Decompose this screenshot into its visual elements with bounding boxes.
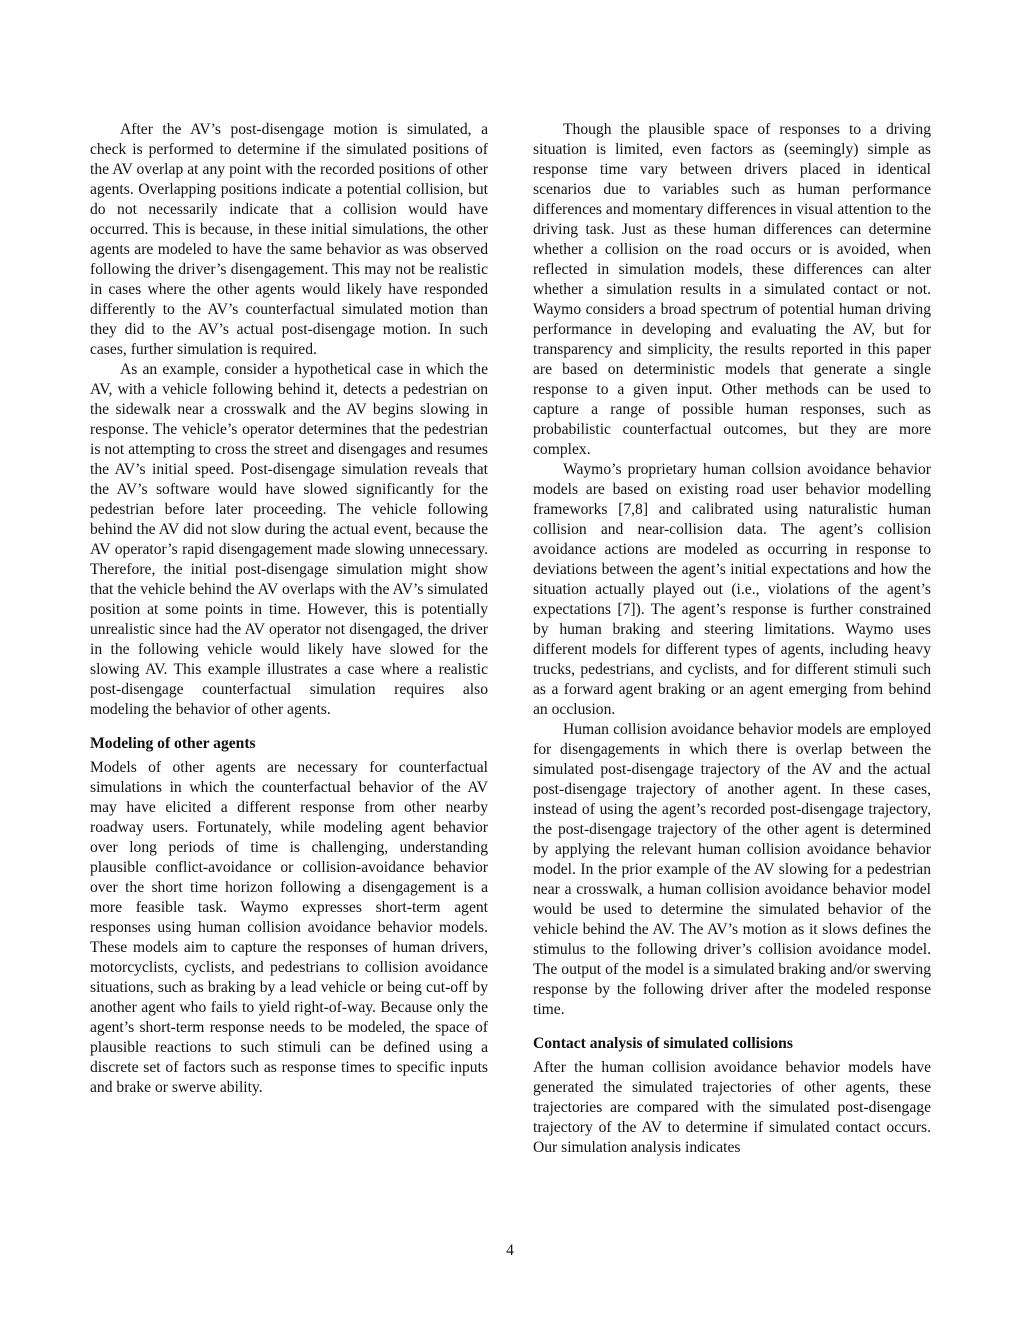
paragraph-response-space: Though the plausible space of responses to a driving situation is limited, even factors as (seemingly) simple as response time vary between drivers placed in identical scenarios due to variables such as human performance differences and momentary differences in visual attention to the driving task. Just as these human differences can determine whether a collision on the road occurs or is avoided, when reflected in simulation models, these differences can alter whether a simulation results in a simulated contact or not. Waymo considers a broad spectrum of potential human driving performance in developing and evaluating the AV, but for transparency and simplicity, the results reported in this paper are based on deterministic models that generate a single response to a given input. Other methods can be used to capture a range of possible human responses, such as probabilistic counterfactual outcomes, but they are more complex.	[533, 121, 931, 458]
heading-contact-analysis: Contact analysis of simulated collisions	[533, 1035, 793, 1052]
paragraph-model-application: Human collision avoidance behavior models are employed for disengagements in which there is overlap between the simulated post-disengage trajectory of the AV and the actual post-disengage trajectory of another agent. In these cases, instead of using the agent’s recorded post-disengage trajectory, the post-disengage trajectory of the other agent is determined by applying the relevant human collision avoidance behavior model. In the prior example of the AV slowing for a pedestrian near a crosswalk, a human collision avoidance behavior model would be used to determine the simulated behavior of the vehicle behind the AV. The AV’s motion as it slows defines the stimulus to the following driver’s collision avoidance model. The output of the model is a simulated braking and/or swerving response by the following driver after the modeled response time.	[533, 721, 931, 1018]
paragraph-proprietary-models: Waymo’s proprietary human collsion avoidance behavior models are based on existing road user behavior modelling frameworks [7,8] and calibrated using naturalistic human collision and near-collision data. The agent’s collision avoidance actions are modeled as occurring in response to deviations between the agent’s initial expectations and how the situation actually played out (i.e., violations of the agent’s expectations [7]). The agent’s response is further constrained by human braking and steering limitations. Waymo uses different models for different types of agents, including heavy trucks, pedestrians, and cyclists, and for different stimuli such as a forward agent braking or an agent emerging from behind an occlusion.	[533, 461, 931, 718]
page-number: 4	[506, 1242, 514, 1259]
heading-modeling-other-agents: Modeling of other agents	[90, 735, 256, 752]
paragraph-agent-models: Models of other agents are necessary for counterfactual simulations in which the counterfactual behavior of the AV may have elicited a different response from other nearby roadway users. Fortunately, while modeling agent behavior over long periods of time is challenging, understanding plausible conflict-avoidance or collision-avoidance behavior over the short time horizon following a disengagement is a more feasible task. Waymo expresses short-term agent responses using human collision avoidance behavior models. These models aim to capture the responses of human drivers, motorcyclists, cyclists, and pedestrians to collision avoidance situations, such as braking by a lead vehicle or being cut-off by another agent who fails to yield right-of-way. Because only the agent’s short-term response needs to be modeled, the space of plausible reactions to such stimuli can be defined using a discrete set of factors such as response times to specific inputs and brake or swerve ability.	[90, 759, 488, 1096]
paragraph-contact-analysis: After the human collision avoidance behavior models have generated the simulated trajectories of other agents, these trajectories are compared with the simulated post-disengage trajectory of the AV to determine if simulated contact occurs. Our simulation analysis indicates	[533, 1059, 931, 1156]
paragraph-hypothetical-example: As an example, consider a hypothetical case in which the AV, with a vehicle following behind it, detects a pedestrian on the sidewalk near a crosswalk and the AV begins slowing in response. The vehicle’s operator determines that the pedestrian is not attempting to cross the street and disengages and resumes the AV’s initial speed. Post-disengage simulation reveals that the AV’s software would have slowed significantly for the pedestrian before later proceeding. The vehicle following behind the AV did not slow during the actual event, because the AV operator’s rapid disengagement made slowing unnecessary. Therefore, the initial post-disengage simulation might show that the vehicle behind the AV overlaps with the AV’s simulated position at some points in time. However, this is potentially unrealistic since had the AV operator not disengaged, the driver in the following vehicle would likely have slowed for the slowing AV. This example illustrates a case where a realistic post-disengage counterfactual simulation requires also modeling the behavior of other agents.	[90, 361, 488, 718]
left-column	[90, 120, 488, 1098]
paragraph-post-disengage-check: After the AV’s post-disengage motion is simulated, a check is performed to determine if the simulated positions of the AV overlap at any point with the recorded positions of other agents. Overlapping positions indicate a potential collision, but do not necessarily indicate that a collision would have occurred. This is because, in these initial simulations, the other agents are modeled to have the same behavior as was observed following the driver’s disengagement. This may not be realistic in cases where the other agents would likely have responded differently to the AV’s counterfactual simulated motion than they did to the AV’s actual post-disengage motion. In such cases, further simulation is required.	[90, 121, 488, 358]
right-column	[533, 120, 931, 1158]
